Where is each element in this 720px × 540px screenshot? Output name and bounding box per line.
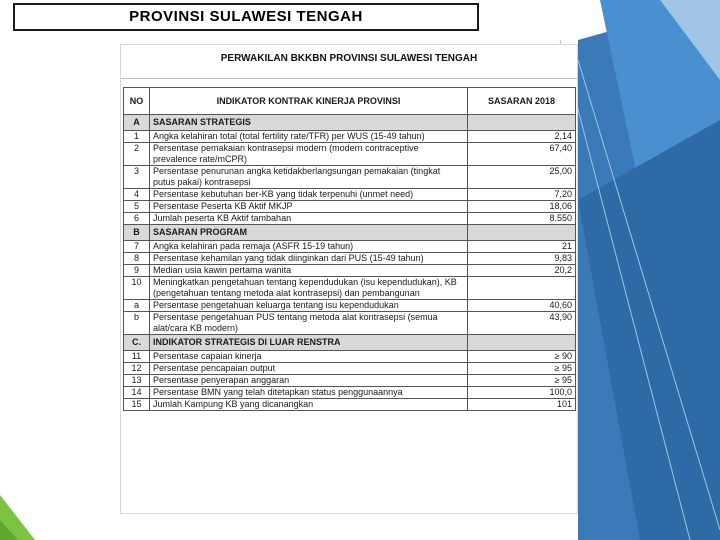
row-indicator: Persentase pencapaian output (150, 363, 468, 375)
table-row (124, 241, 576, 253)
section-code: A (124, 115, 150, 131)
row-indicator: Persentase pengetahuan keluarga tentang isu kependudukan (150, 300, 468, 312)
table-row (124, 351, 576, 363)
section-row (124, 225, 576, 241)
row-number: 10 (124, 277, 150, 300)
row-target: ≥ 90 (468, 351, 576, 363)
table-row (124, 166, 576, 189)
row-indicator: Median usia kawin pertama wanita (150, 265, 468, 277)
row-target: 100,0 (468, 387, 576, 399)
row-number: 13 (124, 375, 150, 387)
section-code: B (124, 225, 150, 241)
section-title: SASARAN STRATEGIS (150, 115, 468, 131)
row-target: ≥ 95 (468, 363, 576, 375)
row-indicator: Persentase penyerapan anggaran (150, 375, 468, 387)
table-row (124, 131, 576, 143)
section-empty-cell (468, 115, 576, 131)
table-row (124, 375, 576, 387)
row-indicator: Meningkatkan pengetahuan tentang kependudukan (isu kependudukan), KB (pengetahuan tentang metoda alat kontrasepsi) dan pembangunan (150, 277, 468, 300)
table-row (124, 143, 576, 166)
table-row (124, 213, 576, 225)
table-body (124, 115, 576, 411)
row-indicator: Persentase kehamilan yang tidak diinginkan dari PUS (15-49 tahun) (150, 253, 468, 265)
column-header-indicator: INDIKATOR KONTRAK KINERJA PROVINSI (150, 88, 468, 115)
row-indicator: Angka kelahiran pada remaja (ASFR 15-19 tahun) (150, 241, 468, 253)
slide-title: PROVINSI SULAWESI TENGAH (13, 3, 479, 31)
section-title: SASARAN PROGRAM (150, 225, 468, 241)
section-title: INDIKATOR STRATEGIS DI LUAR RENSTRA (150, 335, 468, 351)
row-number: 7 (124, 241, 150, 253)
row-indicator: Persentase pemakaian kontrasepsi modern (modern contraceptive prevalence rate/mCPR) (150, 143, 468, 166)
table-row (124, 300, 576, 312)
row-number: 12 (124, 363, 150, 375)
row-target (468, 277, 576, 300)
table-header-row (124, 88, 576, 115)
row-number: 4 (124, 189, 150, 201)
row-target: ≥ 95 (468, 375, 576, 387)
table-row (124, 277, 576, 300)
document-header: PERWAKILAN BKKBN PROVINSI SULAWESI TENGAH (121, 45, 577, 79)
row-number: 1 (124, 131, 150, 143)
row-indicator: Jumlah peserta KB Aktif tambahan (150, 213, 468, 225)
row-target: 40,60 (468, 300, 576, 312)
row-target: 18,06 (468, 201, 576, 213)
row-indicator: Persentase capaian kinerja (150, 351, 468, 363)
row-number: 3 (124, 166, 150, 189)
row-target: 20,2 (468, 265, 576, 277)
section-code: C. (124, 335, 150, 351)
section-empty-cell (468, 225, 576, 241)
indicator-table (123, 87, 576, 411)
row-indicator: Persentase pengetahuan PUS tentang metoda alat kontrasepsi (semua alat/cara KB modern) (150, 312, 468, 335)
table-row (124, 399, 576, 411)
table-row (124, 189, 576, 201)
row-number: 8 (124, 253, 150, 265)
row-number: 6 (124, 213, 150, 225)
table-row (124, 312, 576, 335)
table-row (124, 363, 576, 375)
document-image (120, 44, 578, 514)
row-indicator: Angka kelahiran total (total fertility rate/TFR) per WUS (15-49 tahun) (150, 131, 468, 143)
row-number: 14 (124, 387, 150, 399)
row-target: 101 (468, 399, 576, 411)
row-target: 43,90 (468, 312, 576, 335)
row-indicator: Persentase BMN yang telah ditetapkan status penggunaannya (150, 387, 468, 399)
row-target: 7,20 (468, 189, 576, 201)
row-indicator: Jumlah Kampung KB yang dicanangkan (150, 399, 468, 411)
row-number: a (124, 300, 150, 312)
table-row (124, 265, 576, 277)
column-header-target: SASARAN 2018 (468, 88, 576, 115)
row-indicator: Persentase Peserta KB Aktif MKJP (150, 201, 468, 213)
row-number: 15 (124, 399, 150, 411)
row-number: b (124, 312, 150, 335)
row-target: 9,83 (468, 253, 576, 265)
row-number: 9 (124, 265, 150, 277)
row-indicator: Persentase kebutuhan ber-KB yang tidak terpenuhi (unmet need) (150, 189, 468, 201)
section-row (124, 115, 576, 131)
table-row (124, 387, 576, 399)
row-target: 25,00 (468, 166, 576, 189)
row-target: 8.550 (468, 213, 576, 225)
row-number: 2 (124, 143, 150, 166)
section-row (124, 335, 576, 351)
row-number: 5 (124, 201, 150, 213)
row-target: 21 (468, 241, 576, 253)
row-target: 2,14 (468, 131, 576, 143)
row-indicator: Persentase penurunan angka ketidakberlangsungan pemakaian (tingkat putus pakai) kontrasepsi (150, 166, 468, 189)
row-target: 67,40 (468, 143, 576, 166)
section-empty-cell (468, 335, 576, 351)
column-header-no: NO (124, 88, 150, 115)
table-row (124, 201, 576, 213)
row-number: 11 (124, 351, 150, 363)
table-row (124, 253, 576, 265)
